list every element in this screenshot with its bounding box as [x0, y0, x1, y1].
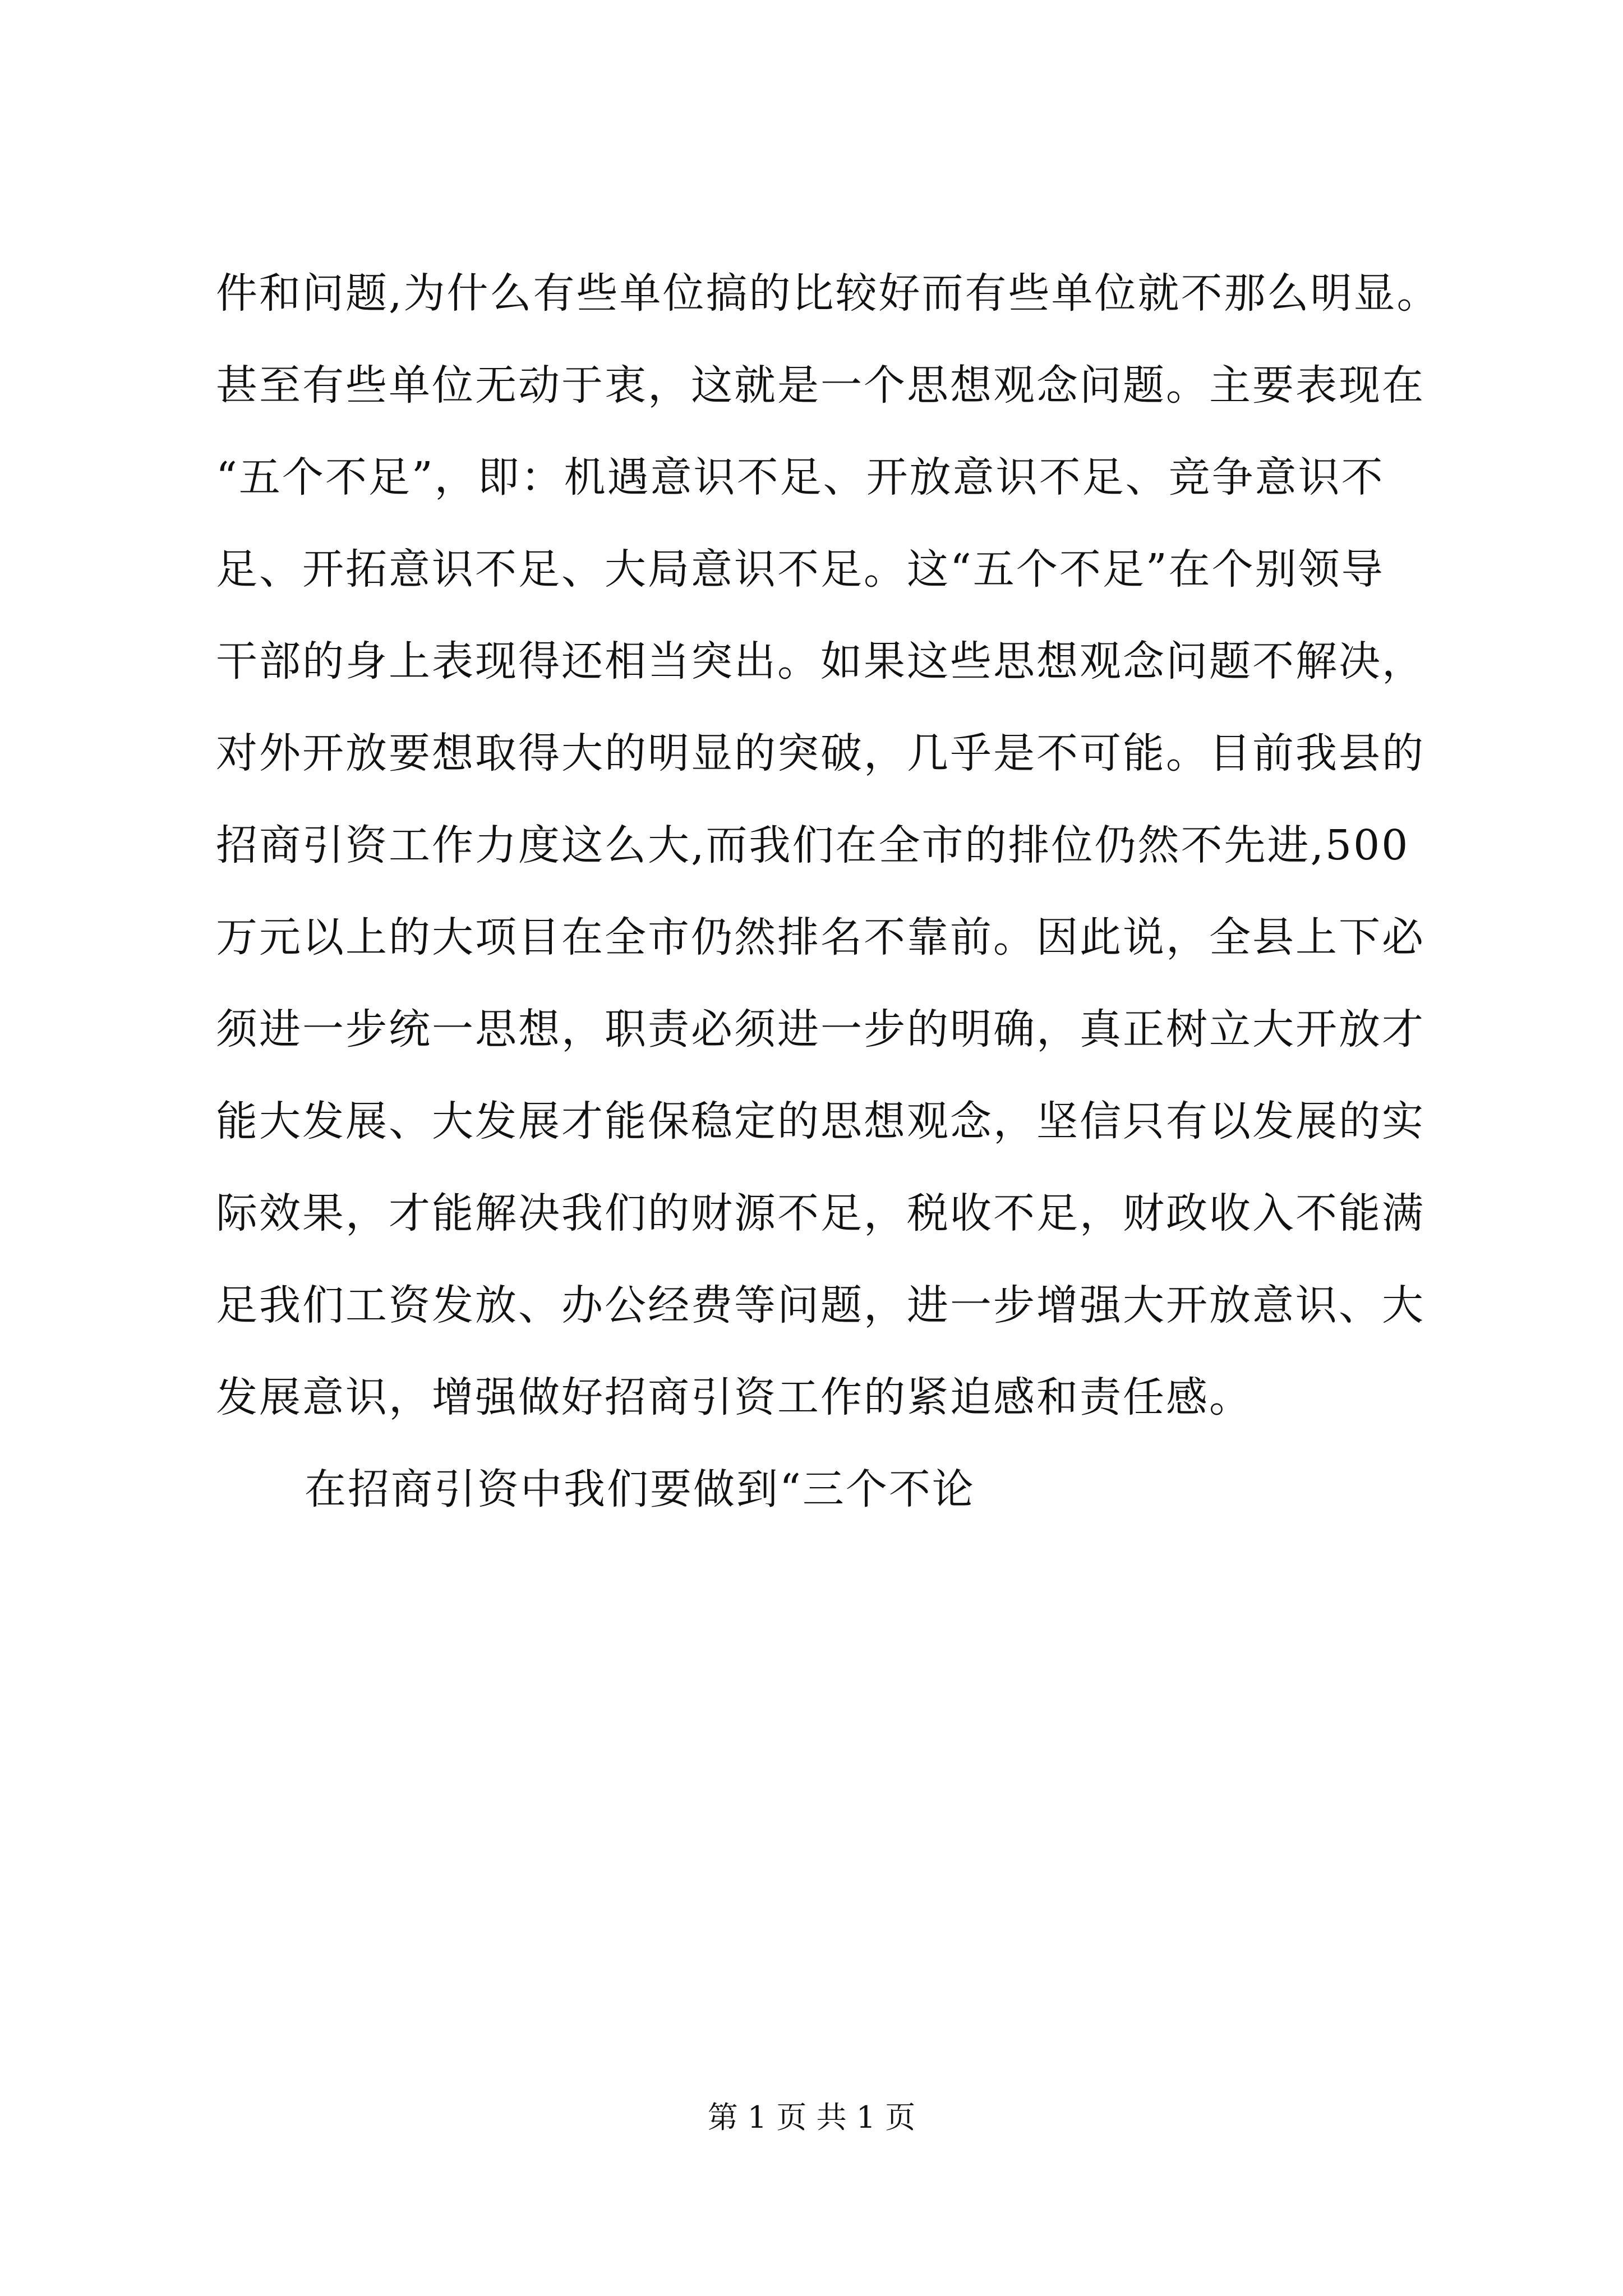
- body-line: 足我们工资发放、办公经费等问题，进一步增强大开放意识、大: [216, 1281, 1425, 1329]
- body-line: 对外开放要想取得大的明显的突破，几乎是不可能。目前我县的: [216, 729, 1425, 777]
- body-line: 招商引资工作力度这么大,而我们在全市的排位仍然不先进,500: [216, 821, 1410, 869]
- body-line: 干部的身上表现得还相当突出。如果这些思想观念问题不解决，: [216, 637, 1425, 685]
- body-line: “五个不足”，即：机遇意识不足、开放意识不足、竞争意识不: [216, 453, 1385, 501]
- body-line: 件和问题,为什么有些单位搞的比较好而有些单位就不那么明显。: [216, 269, 1440, 318]
- body-line: 际效果，才能解决我们的财源不足，税收不足，财政收入不能满: [216, 1189, 1425, 1237]
- body-line: 须进一步统一思想，职责必须进一步的明确，真正树立大开放才: [216, 1005, 1425, 1053]
- body-line: 足、开拓意识不足、大局意识不足。这“五个不足”在个别领导: [216, 545, 1385, 593]
- body-line: 万元以上的大项目在全市仍然排名不靠前。因此说，全县上下必: [216, 913, 1425, 961]
- body-line: 甚至有些单位无动于衷，这就是一个思想观念问题。主要表现在: [216, 361, 1425, 409]
- paragraph-start-line: 在招商引资中我们要做到“三个不论: [305, 1465, 975, 1513]
- page-number-footer: 第 1 页 共 1 页: [707, 2100, 916, 2135]
- body-line: 能大发展、大发展才能保稳定的思想观念，坚信只有以发展的实: [216, 1097, 1425, 1145]
- body-line: 发展意识，增强做好招商引资工作的紧迫感和责任感。: [216, 1373, 1252, 1421]
